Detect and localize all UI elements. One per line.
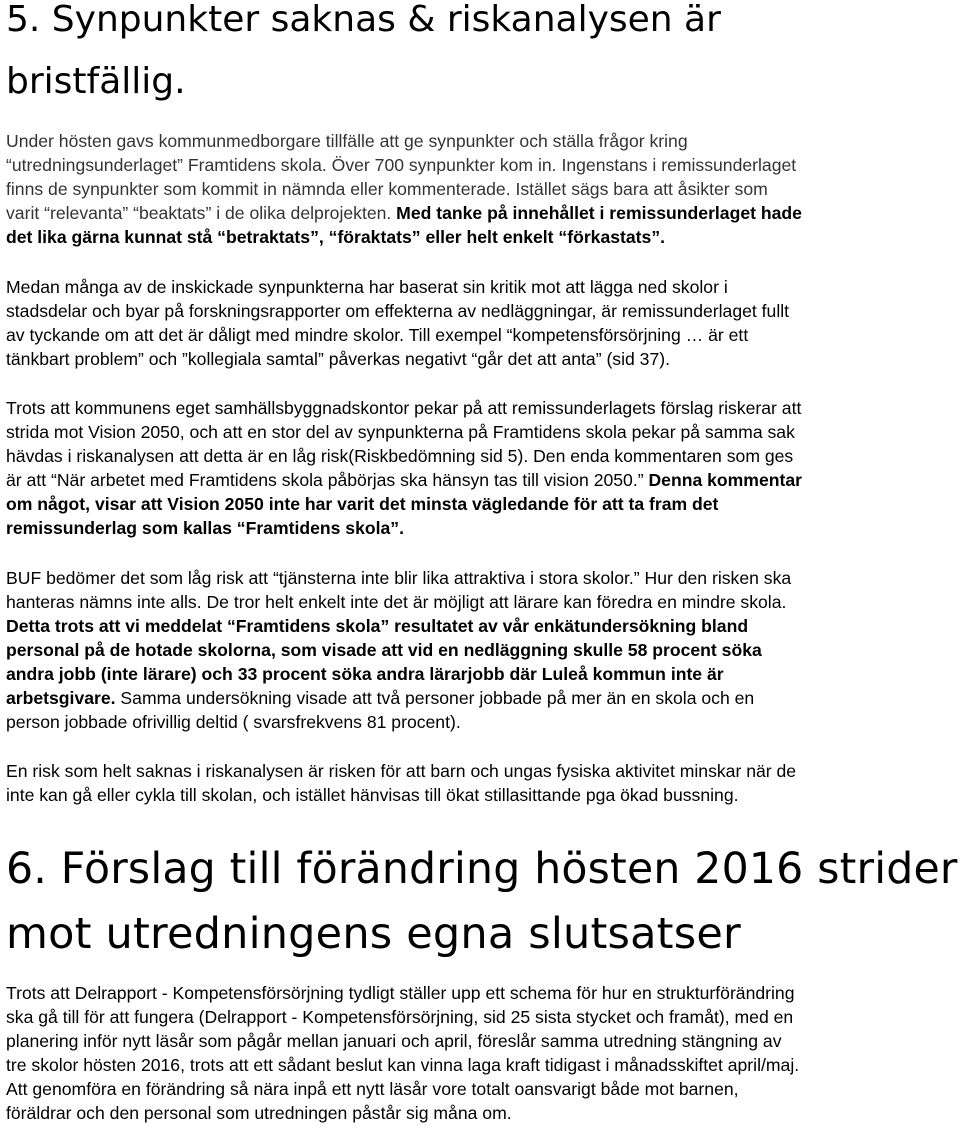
bold-run: Med tanke på innehållet i remissunderlaget hade	[391, 203, 802, 223]
text-run: Samma undersökning visade att två personer jobbade på mer än en skola och en	[115, 688, 755, 708]
text-line: det lika gärna kunnat stå “betraktats”, “föraktats” eller helt enkelt “förkastats”.	[6, 227, 666, 247]
bold-run: arbetsgivare.	[6, 688, 116, 708]
text-line: Under hösten gavs kommunmedborgare tillfälle att ge synpunkter och ställa frågor kring	[6, 131, 688, 151]
text-line: Att genomföra en förändring så nära inpå ett nytt läsår vore totalt oansvarigt både mot barnen,	[6, 1079, 739, 1099]
text-line	[6, 469, 802, 491]
text-line: föräldrar och den personal som utredningen påstår sig måna om.	[6, 1103, 512, 1123]
text-line: inte kan gå eller cykla till skolan, och istället hänvisas till ökat stillasittande pga ökad bussning.	[6, 785, 739, 805]
text-line: Trots att Delrapport - Kompetensförsörjning tydligt ställer upp ett schema för hur en strukturförändring	[6, 983, 795, 1003]
text-line: tre skolor hösten 2016, trots att ett sådant beslut kan vinna laga kraft tidigast i månadsskiftet april/maj.	[6, 1055, 800, 1075]
text-line: ska gå till för att fungera (Delrapport - Kompetensförsörjning, sid 25 sista stycket och framåt), med en	[6, 1007, 794, 1027]
text-line: hanteras nämns inte alls. De tror helt enkelt inte det är möjligt att lärare kan föredra en mindre skola.	[6, 592, 787, 612]
text-line: Detta trots att vi meddelat “Framtidens skola” resultatet av vår enkätundersökning bland	[6, 616, 749, 636]
text-line: strida mot Vision 2050, och att en stor del av synpunkterna på Framtidens skola pekar på samma sak	[6, 422, 795, 442]
text-line	[6, 687, 754, 709]
text-line: tänkbart problem” och ”kollegiala samtal” påverkas negativt “går det att anta” (sid 37).	[6, 349, 670, 369]
text-line: stadsdelar och byar på forskningsrapporter om effekterna av nedläggningar, är remissunderlaget fullt	[6, 301, 790, 321]
text-line: personal på de hotade skolorna, som visade att vid en nedläggning skulle 58 procent söka	[6, 640, 762, 660]
section-6-heading-cont: mot utredningens egna slutsatser	[6, 909, 741, 959]
text-line: hävdas i riskanalysen att detta är en låg risk(Riskbedömning sid 5). Den enda kommentaren som ges	[6, 446, 794, 466]
text-line: Trots att kommunens eget samhällsbyggnadskontor pekar på att remissunderlagets förslag riskerar att	[6, 398, 802, 418]
text-line: “utredningsunderlaget” Framtidens skola. Över 700 synpunkter kom in. Ingenstans i remissunderlaget	[6, 155, 797, 175]
text-line: BUF bedömer det som låg risk att “tjänsterna inte blir lika attraktiva i stora skolor.” Hur den risken ska	[6, 568, 792, 588]
text-line: planering inför nytt läsår som pågår mellan januari och april, föreslår samma utredning stängning av	[6, 1031, 782, 1051]
text-line: En risk som helt saknas i riskanalysen är risken för att barn och ungas fysiska aktivitet minskar när de	[6, 761, 797, 781]
text-line: finns de synpunkter som kommit in nämnda eller kommenterade. Istället sägs bara att åsikter som	[6, 179, 768, 199]
section-6-heading: 6. Förslag till förändring hösten 2016 strider	[6, 844, 958, 894]
text-line: person jobbade ofrivillig deltid ( svarsfrekvens 81 procent).	[6, 712, 461, 732]
text-line: av tyckande om att det är dåligt med mindre skolor. Till exempel “kompetensförsörjning … är ett	[6, 325, 749, 345]
bold-run: Denna kommentar	[643, 470, 802, 490]
text-line: om något, visar att Vision 2050 inte har varit det minsta vägledande för att ta fram det	[6, 494, 719, 514]
text-line: remissunderlag som kallas “Framtidens skola”.	[6, 518, 404, 538]
section-5-heading-cont: bristfällig.	[6, 61, 186, 102]
text-run: är att “När arbetet med Framtidens skola påbörjas ska hänsyn tas till vision 2050.”	[6, 470, 644, 490]
text-line: Medan många av de inskickade synpunkterna har baserat sin kritik mot att lägga ned skolor i	[6, 277, 728, 297]
text-run: varit “relevanta” “beaktats” i de olika delprojekten.	[6, 203, 392, 223]
section-5-heading: 5. Synpunkter saknas & riskanalysen är	[6, 0, 721, 40]
text-line	[6, 202, 802, 224]
text-line: andra jobb (inte lärare) och 33 procent söka andra lärarjobb där Luleå kommun inte är	[6, 664, 724, 684]
